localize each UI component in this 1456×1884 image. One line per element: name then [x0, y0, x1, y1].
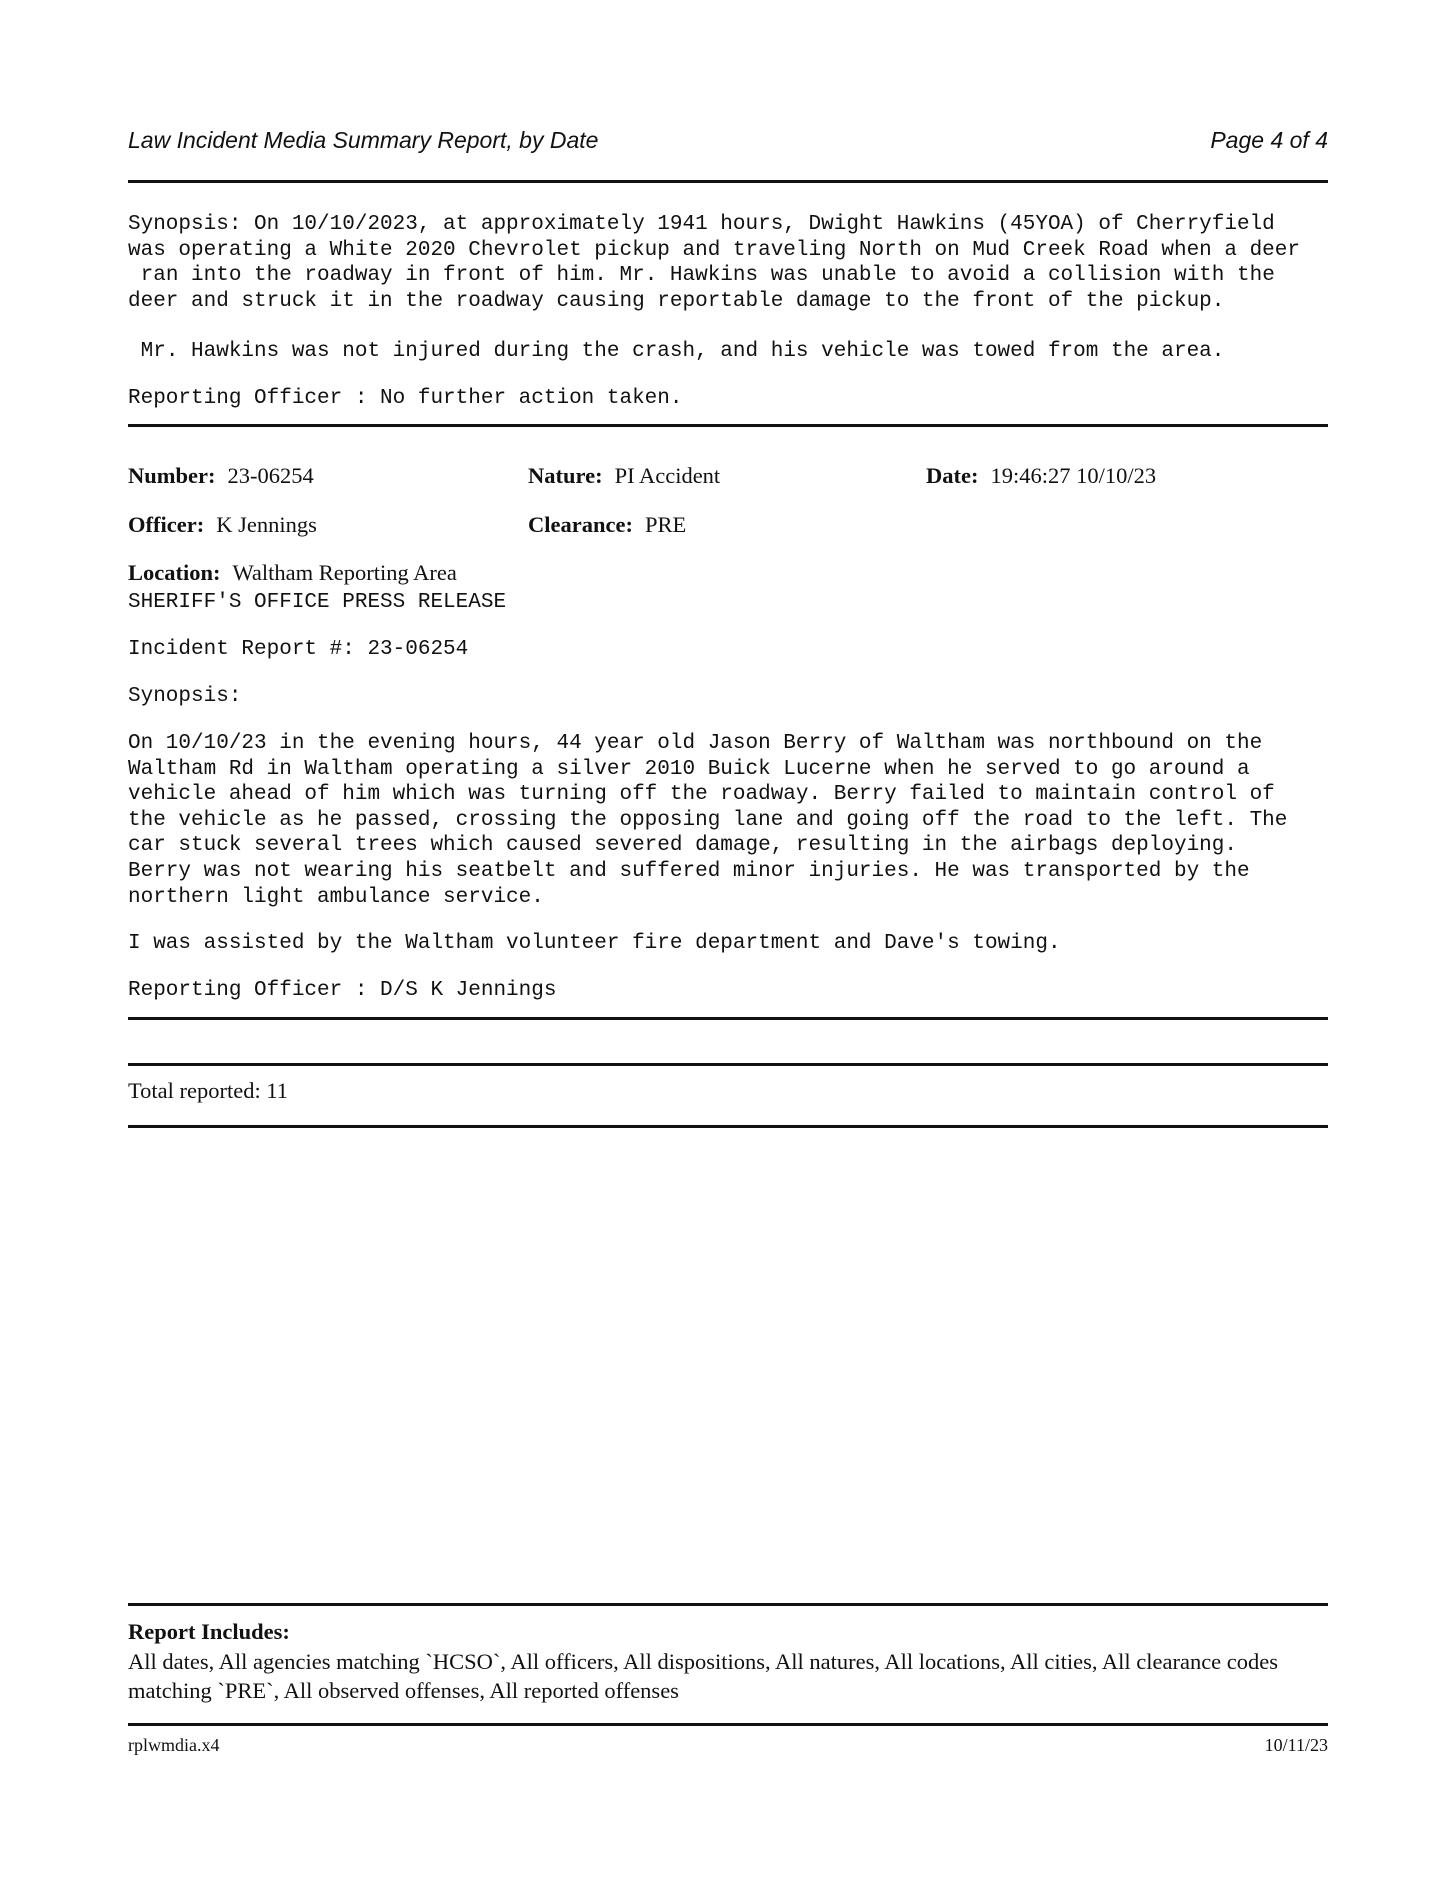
incident-clearance-label: Clearance: — [528, 512, 633, 537]
report-includes-text: All dates, All agencies matching `HCSO`, All officers, All dispositions, All natures, All locations, All cities, All clearance codes matching `PRE`, All observed offenses, All reported offenses — [128, 1649, 1279, 1703]
press-release-heading: SHERIFF'S OFFICE PRESS RELEASE — [128, 591, 507, 614]
incident-divider — [128, 424, 1328, 427]
footer-date: 10/11/23 — [1264, 1735, 1328, 1755]
report-page — [128, 0, 1328, 1884]
incident-officer-value: K Jennings — [216, 512, 317, 537]
incident-nature-value: PI Accident — [614, 463, 721, 488]
report-includes-label: Report Includes: — [128, 1619, 290, 1644]
total-reported: Total reported: 11 — [128, 1078, 289, 1103]
total-bottom-divider — [128, 1125, 1328, 1128]
report-title: Law Incident Media Summary Report, by Date — [128, 127, 599, 153]
incident-report-number: Incident Report #: 23-06254 — [128, 638, 469, 661]
incident-nature-label: Nature: — [528, 463, 603, 488]
total-top-divider — [128, 1063, 1328, 1066]
footer-divider — [128, 1723, 1328, 1726]
incident-end-divider — [128, 1017, 1328, 1020]
prev-note: Mr. Hawkins was not injured during the crash, and his vehicle was towed from the area. — [128, 340, 1225, 363]
incident-clearance-value: PRE — [644, 512, 687, 537]
incident-officer — [128, 512, 317, 538]
prev-synopsis: Synopsis: On 10/10/2023, at approximately 1941 hours, Dwight Hawkins (45YOA) of Cherryfield was operating a White 2020 Chevrolet pickup and traveling North on Mud Creek Road when a deer ran into the roadway in front of him. Mr. Hawkins was unable to avoid a collision with the deer and struck it in the roadway causing reportable damage to the front of the pickup. — [128, 213, 1300, 313]
includes-divider — [128, 1603, 1328, 1606]
incident-number-value: 23-06254 — [227, 463, 314, 488]
incident-location-label: Location: — [128, 560, 221, 585]
incident-clearance — [528, 512, 686, 538]
incident-officer-label: Officer: — [128, 512, 205, 537]
incident-date — [926, 463, 1156, 489]
incident-nature — [528, 463, 720, 489]
incident-location — [128, 560, 457, 586]
incident-number — [128, 463, 314, 489]
footer-report-id: rplwmdia.x4 — [128, 1735, 220, 1755]
incident-date-value: 19:46:27 10/10/23 — [990, 463, 1157, 488]
prev-reporting-officer: Reporting Officer : No further action taken. — [128, 387, 683, 410]
page-number: Page 4 of 4 — [1210, 127, 1328, 153]
header-divider — [128, 180, 1328, 183]
incident-location-value: Waltham Reporting Area — [232, 560, 457, 585]
incident-narrative: On 10/10/23 in the evening hours, 44 year old Jason Berry of Waltham was northbound on the Waltham Rd in Waltham operating a silver 2010 Buick Lucerne when he served to go around a vehicle ahead of him which was turning off the roadway. Berry failed to maintain control of the vehicle as he passed, crossing the opposing lane and going off the road to the left. The car stuck several trees which caused severed damage, resulting in the airbags deploying. Berry was not wearing his seatbelt and suffered minor injuries. He was transported by the northern light ambulance service. — [128, 732, 1288, 909]
incident-reporting-officer: Reporting Officer : D/S K Jennings — [128, 979, 557, 1002]
synopsis-label: Synopsis: — [128, 685, 242, 708]
incident-date-label: Date: — [926, 463, 979, 488]
incident-assisted: I was assisted by the Waltham volunteer fire department and Dave's towing. — [128, 932, 1061, 955]
incident-number-label: Number: — [128, 463, 216, 488]
